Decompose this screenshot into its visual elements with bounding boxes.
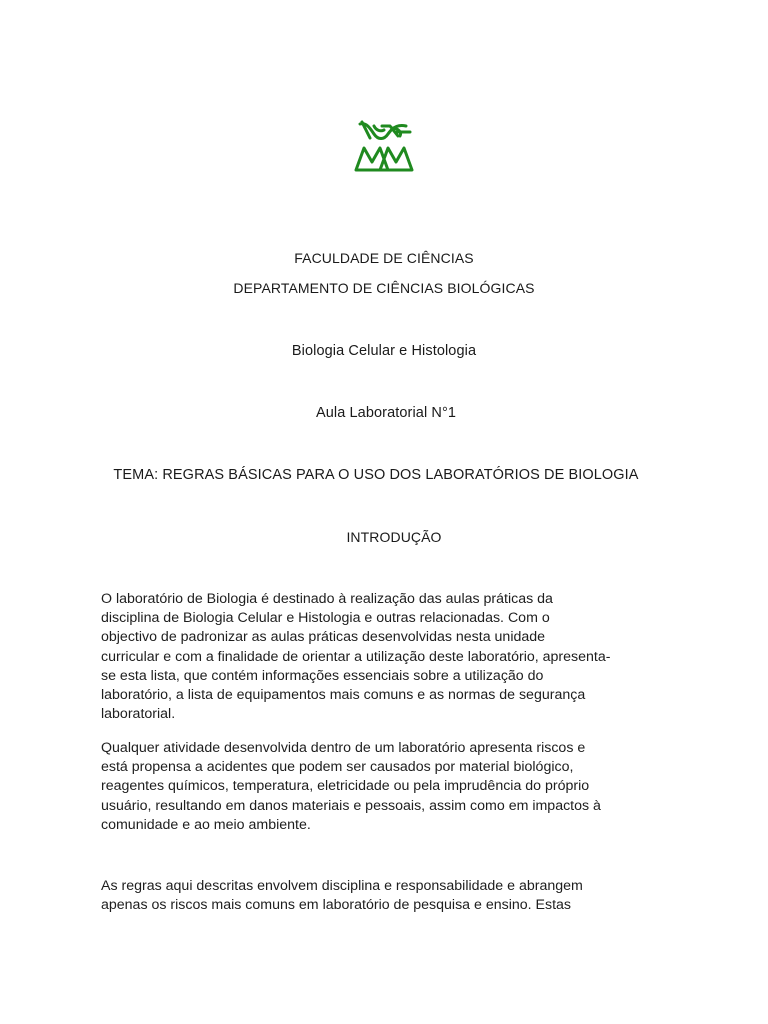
paragraph-line: se esta lista, que contém informações essenciais sobre a utilização do: [101, 667, 544, 684]
paragraph-risks: [101, 739, 661, 835]
paragraph-line: está propensa a acidentes que podem ser causados por material biológico,: [101, 759, 574, 776]
paragraph-line: disciplina de Biologia Celular e Histologia e outras relacionadas. Com o: [101, 610, 550, 627]
paragraph-line: apenas os riscos mais comuns em laboratório de pesquisa e ensino. Estas: [101, 897, 572, 914]
paragraph-introduction: [101, 590, 661, 724]
paragraph-line: curricular e com a finalidade de orientar a utilização deste laboratório, apresenta-: [101, 648, 611, 665]
theme-title: TEMA: REGRAS BÁSICAS PARA O USO DOS LABORATÓRIOS DE BIOLOGIA: [113, 467, 639, 483]
discipline-title: Biologia Celular e Histologia: [291, 343, 477, 359]
paragraph-rules: [101, 877, 661, 915]
paragraph-line: As regras aqui descritas envolvem disciplina e responsabilidade e abrangem: [101, 878, 583, 894]
section-title: INTRODUÇÃO: [346, 529, 442, 545]
paragraph-line: objectivo de padronizar as aulas práticas desenvolvidas nesta unidade: [101, 629, 546, 646]
paragraph-line: laboratorial.: [101, 706, 176, 723]
lesson-title: Aula Laboratorial N°1: [315, 405, 457, 421]
paragraph-line: laboratório, a lista de equipamentos mais comuns e as normas de segurança: [101, 687, 586, 704]
university-emblem-logo: [352, 118, 416, 176]
paragraph-line: comunidade e ao meio ambiente.: [101, 816, 311, 833]
department-title: DEPARTAMENTO DE CIÊNCIAS BIOLÓGICAS: [233, 280, 535, 296]
paragraph-line: reagentes químicos, temperatura, eletricidade ou pela imprudência do próprio: [101, 778, 590, 795]
paragraph-line: O laboratório de Biologia é destinado à realização das aulas práticas da: [101, 591, 553, 607]
paragraph-line: Qualquer atividade desenvolvida dentro de um laboratório apresenta riscos e: [101, 740, 586, 756]
paragraph-line: usuário, resultando em danos materiais e pessoais, assim como em impactos à: [101, 797, 601, 814]
faculty-title: FACULDADE DE CIÊNCIAS: [294, 250, 474, 266]
